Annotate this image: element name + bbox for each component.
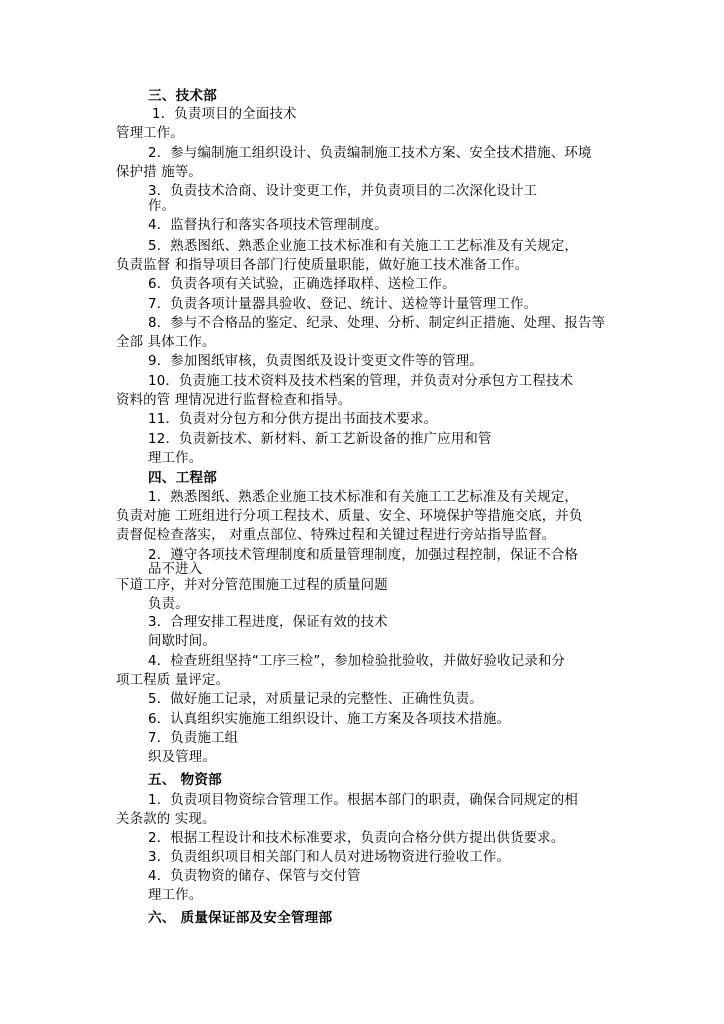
paragraph-line: 3．负责组织项目相关部门和人员对进场物资进行验收工作。 [148,850,511,865]
paragraph-line: 品不进入 [148,562,203,577]
paragraph-line: 9．参加图纸审核，负责图纸及设计变更文件等的管理。 [148,354,483,369]
paragraph-line: 全部 具体工作。 [116,335,216,350]
paragraph-line: 3．合理安排工程进度，保证有效的技术 [148,615,388,630]
paragraph-line: 10．负责施工技术资料及技术档案的管理，并负责对分承包方工程技术 [148,374,574,389]
paragraph-line: 间歇时间。 [148,634,216,649]
paragraph-line: 织及管理。 [148,750,216,765]
paragraph-line: 5．熟悉图纸、熟悉企业施工技术标准和有关施工工艺标准及有关规定， [148,239,579,254]
paragraph-line: 4．负责物资的储存、保管与交付管 [148,869,361,884]
paragraph-line: 6．认真组织实施施工组织设计、施工方案及各项技术措施。 [148,712,511,727]
paragraph-line: 项工程质 量评定。 [116,673,230,688]
section-heading: 五、 物资部 [148,772,222,788]
paragraph-line: 7．负责各项计量器具验收、登记、统计、送检等计量管理工作。 [148,297,538,312]
paragraph-line: 6．负责各项有关试验，正确选择取样、送检工作。 [148,277,456,292]
paragraph-line: 负责对施 工班组进行分项工程技术、质量、安全、环境保护等措施交底，并负 [116,509,583,524]
paragraph-line: 1．熟悉图纸、熟悉企业施工技术标准和有关施工工艺标准及有关规定， [148,490,579,505]
paragraph-line: 负责。 [148,597,189,612]
paragraph-line: 管理工作。 [116,126,184,141]
paragraph-line: 11．负责对分包方和分供方提出书面技术要求。 [148,412,438,427]
paragraph-line: 1．负责项目物资综合管理工作。根据本部门的职责，确保合同规定的相 [148,793,579,808]
paragraph-line: 7．负责施工组 [148,731,239,746]
paragraph-line: 3．负责技术洽商、设计变更工作，并负责项目的二次深化设计工 [148,184,538,199]
paragraph-line: 5．做好施工记录，对质量记录的完整性、正确性负责。 [148,692,483,707]
paragraph-line: 理工作。 [148,888,203,903]
paragraph-line: 下道工序，并对分管范围施工过程的质量问题 [116,578,388,593]
section-heading: 四、工程部 [148,470,217,486]
section-heading: 三、技术部 [148,88,217,104]
paragraph-line: 关条款的 实现。 [116,812,216,827]
paragraph-line: 责督促检查落实， 对重点部位、特殊过程和关键过程进行旁站指导监督。 [116,528,556,543]
paragraph-line: 负责监督 和指导项目各部门行使质量职能，做好施工技术准备工作。 [116,258,529,273]
paragraph-line: 保护措 施等。 [116,165,202,180]
paragraph-line: 理工作。 [148,451,203,466]
paragraph-line: 1．负责项目的全面技术 [152,107,297,122]
paragraph-line: 2．根据工程设计和技术标准要求，负责向合格分供方提出供货要求。 [148,831,565,846]
paragraph-line: 2．遵守各项技术管理制度和质量管理制度，加强过程控制，保证不合格 [148,548,579,563]
paragraph-line: 4．检查班组坚持“工序三检”，参加检验批验收，并做好验收记录和分 [148,654,566,669]
paragraph-line: 作。 [148,199,176,214]
paragraph-line: 12．负责新技术、新材料、新工艺新设备的推广应用和管 [148,432,492,447]
section-heading: 六、 质量保证部及安全管理部 [148,910,333,926]
paragraph-line: 资料的管 理情况进行监督检查和指导。 [116,393,352,408]
paragraph-line: 8．参与不合格品的鉴定、纪录、处理、分析、制定纠正措施、处理、报告等 [148,316,606,331]
paragraph-line: 2．参与编制施工组织设计、负责编制施工技术方案、安全技术措施、环境 [148,146,592,161]
paragraph-line: 4．监督执行和落实各项技术管理制度。 [148,218,388,233]
